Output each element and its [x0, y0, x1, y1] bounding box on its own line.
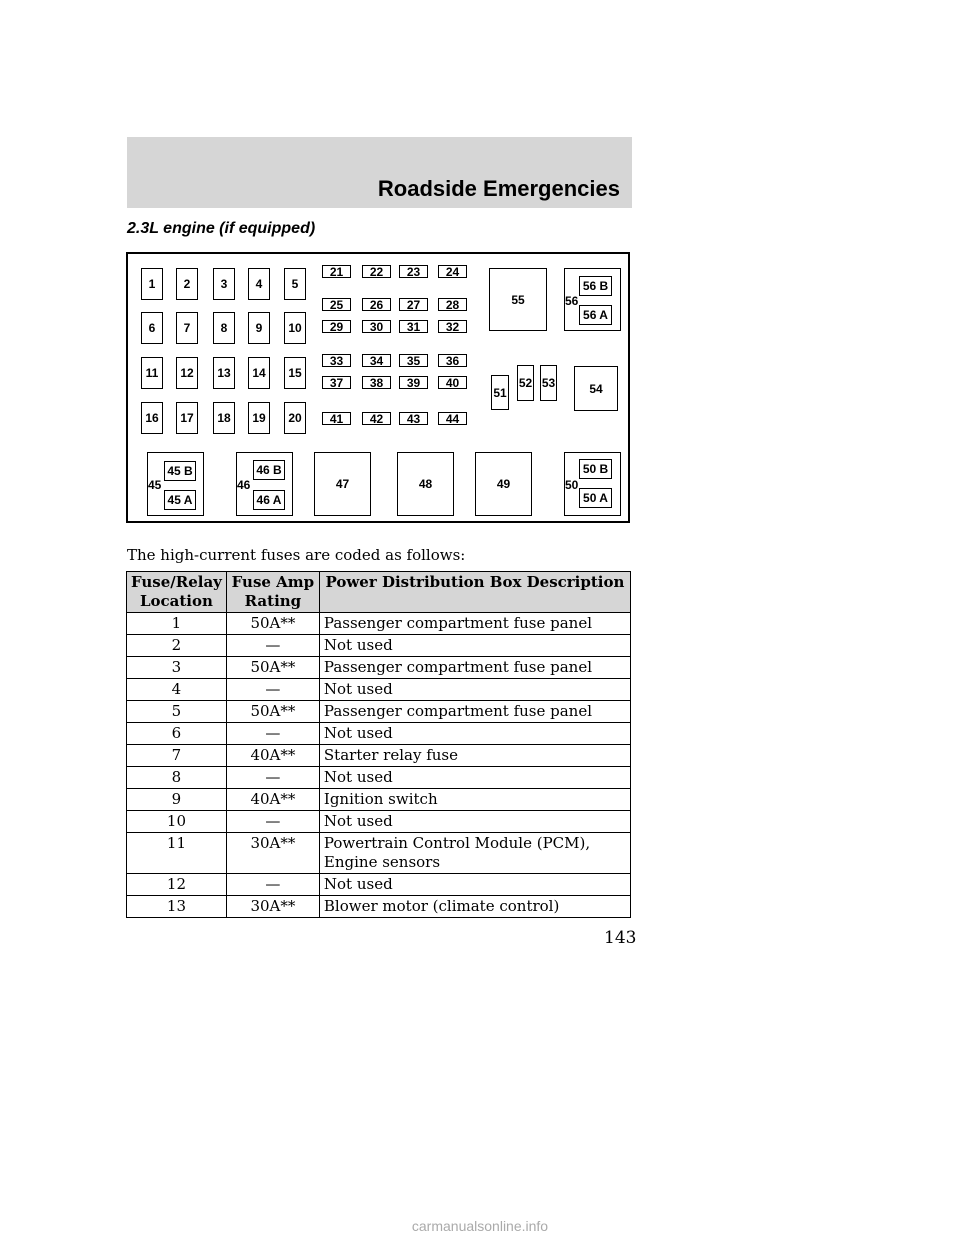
- relay-45a: 45 A: [164, 490, 196, 510]
- cell-rating: 50A**: [226, 657, 319, 679]
- cell-location: 9: [127, 789, 227, 811]
- fuse-42: 42: [362, 412, 391, 425]
- fuse-39: 39: [399, 376, 428, 389]
- section-title: 2.3L engine (if equipped): [127, 220, 316, 237]
- fuse-40: 40: [438, 376, 467, 389]
- fuse-15: 15: [284, 357, 306, 389]
- cell-description: Passenger compartment fuse panel: [319, 657, 630, 679]
- fuse-6: 6: [141, 312, 163, 344]
- relay-53: 53: [540, 365, 557, 401]
- cell-location: 12: [127, 874, 227, 896]
- cell-rating: —: [226, 635, 319, 657]
- fuse-2: 2: [176, 268, 198, 300]
- fuse-43: 43: [399, 412, 428, 425]
- fuse-22: 22: [362, 265, 391, 278]
- cell-rating: 50A**: [226, 613, 319, 635]
- fuse-14: 14: [248, 357, 270, 389]
- fuse-8: 8: [213, 312, 235, 344]
- table-row: [127, 896, 631, 918]
- header-band: [127, 137, 632, 208]
- header-title: Roadside Emergencies: [377, 176, 620, 201]
- cell-description: Not used: [319, 723, 630, 745]
- cell-description: Not used: [319, 811, 630, 833]
- cell-location: 4: [127, 679, 227, 701]
- cell-rating: 40A**: [226, 745, 319, 767]
- relay-49: 49: [475, 452, 532, 516]
- cell-location: 5: [127, 701, 227, 723]
- fuse-37: 37: [322, 376, 351, 389]
- cell-location: 2: [127, 635, 227, 657]
- table-row: [127, 635, 631, 657]
- relay-45-label: 45: [148, 478, 162, 492]
- cell-location: 10: [127, 811, 227, 833]
- relay-50-label: 50: [565, 478, 579, 492]
- cell-location: 3: [127, 657, 227, 679]
- fuse-41: 41: [322, 412, 351, 425]
- fuse-box-diagram: [126, 252, 630, 523]
- relay-56-label: 56: [565, 294, 579, 308]
- relay-56a: 56 A: [579, 305, 612, 325]
- header-description: Power Distribution Box Description: [319, 572, 630, 613]
- relay-50a: 50 A: [579, 488, 612, 508]
- relay-54: 54: [574, 366, 618, 411]
- cell-location: 1: [127, 613, 227, 635]
- fuse-36: 36: [438, 354, 467, 367]
- cell-location: 7: [127, 745, 227, 767]
- fuse-31: 31: [399, 320, 428, 333]
- relay-46-label: 46: [237, 478, 251, 492]
- fuse-1: 1: [141, 268, 163, 300]
- fuse-17: 17: [176, 402, 198, 434]
- cell-description: Not used: [319, 874, 630, 896]
- cell-location: 6: [127, 723, 227, 745]
- fuse-44: 44: [438, 412, 467, 425]
- fuse-23: 23: [399, 265, 428, 278]
- cell-description: Not used: [319, 767, 630, 789]
- cell-description: Starter relay fuse: [319, 745, 630, 767]
- relay-46b: 46 B: [253, 460, 285, 480]
- fuse-5: 5: [284, 268, 306, 300]
- fuse-35: 35: [399, 354, 428, 367]
- cell-description: Passenger compartment fuse panel: [319, 613, 630, 635]
- cell-rating: 40A**: [226, 789, 319, 811]
- fuse-4: 4: [248, 268, 270, 300]
- relay-47: 47: [314, 452, 371, 516]
- fuse-32: 32: [438, 320, 467, 333]
- table-row: [127, 679, 631, 701]
- relay-52: 52: [517, 365, 534, 401]
- fuse-29: 29: [322, 320, 351, 333]
- cell-description: Not used: [319, 679, 630, 701]
- table-row: [127, 701, 631, 723]
- cell-rating: —: [226, 679, 319, 701]
- cell-description: Powertrain Control Module (PCM), Engine sensors: [319, 833, 630, 874]
- fuse-26: 26: [362, 298, 391, 311]
- fuse-30: 30: [362, 320, 391, 333]
- cell-description: Passenger compartment fuse panel: [319, 701, 630, 723]
- relay-55: 55: [489, 268, 547, 331]
- table-header-row: [127, 572, 631, 613]
- fuse-11: 11: [141, 357, 163, 389]
- fuse-12: 12: [176, 357, 198, 389]
- cell-rating: —: [226, 811, 319, 833]
- relay-45b: 45 B: [164, 461, 196, 481]
- footer-watermark: carmanualsonline.info: [411, 1218, 549, 1234]
- table-body: [127, 613, 631, 918]
- table-row: [127, 613, 631, 635]
- table-row: [127, 833, 631, 874]
- table-row: [127, 811, 631, 833]
- fuse-18: 18: [213, 402, 235, 434]
- fuse-16: 16: [141, 402, 163, 434]
- header-location: Fuse/Relay Location: [127, 572, 227, 613]
- fuse-7: 7: [176, 312, 198, 344]
- relay-56b: 56 B: [579, 276, 612, 296]
- relay-50b: 50 B: [579, 459, 612, 479]
- relay-46a: 46 A: [253, 490, 285, 510]
- cell-rating: —: [226, 874, 319, 896]
- fuse-13: 13: [213, 357, 235, 389]
- fuse-25: 25: [322, 298, 351, 311]
- page-number: 143: [604, 928, 637, 948]
- header-rating: Fuse Amp Rating: [226, 572, 319, 613]
- cell-description: Blower motor (climate control): [319, 896, 630, 918]
- fuse-34: 34: [362, 354, 391, 367]
- table-row: [127, 723, 631, 745]
- cell-description: Not used: [319, 635, 630, 657]
- fuse-33: 33: [322, 354, 351, 367]
- fuse-3: 3: [213, 268, 235, 300]
- table-row: [127, 789, 631, 811]
- fuse-28: 28: [438, 298, 467, 311]
- cell-location: 8: [127, 767, 227, 789]
- fuse-27: 27: [399, 298, 428, 311]
- cell-rating: —: [226, 767, 319, 789]
- fuse-38: 38: [362, 376, 391, 389]
- fuse-table: [126, 571, 631, 918]
- cell-location: 11: [127, 833, 227, 874]
- fuse-10: 10: [284, 312, 306, 344]
- cell-rating: —: [226, 723, 319, 745]
- intro-text: The high-current fuses are coded as follows:: [127, 546, 466, 564]
- fuse-20: 20: [284, 402, 306, 434]
- cell-rating: 30A**: [226, 896, 319, 918]
- table-row: [127, 874, 631, 896]
- fuse-9: 9: [248, 312, 270, 344]
- table-row: [127, 767, 631, 789]
- cell-rating: 30A**: [226, 833, 319, 874]
- table-row: [127, 745, 631, 767]
- fuse-19: 19: [248, 402, 270, 434]
- relay-48: 48: [397, 452, 454, 516]
- fuse-21: 21: [322, 265, 351, 278]
- cell-location: 13: [127, 896, 227, 918]
- table-row: [127, 657, 631, 679]
- cell-description: Ignition switch: [319, 789, 630, 811]
- relay-51: 51: [491, 375, 509, 410]
- cell-rating: 50A**: [226, 701, 319, 723]
- fuse-24: 24: [438, 265, 467, 278]
